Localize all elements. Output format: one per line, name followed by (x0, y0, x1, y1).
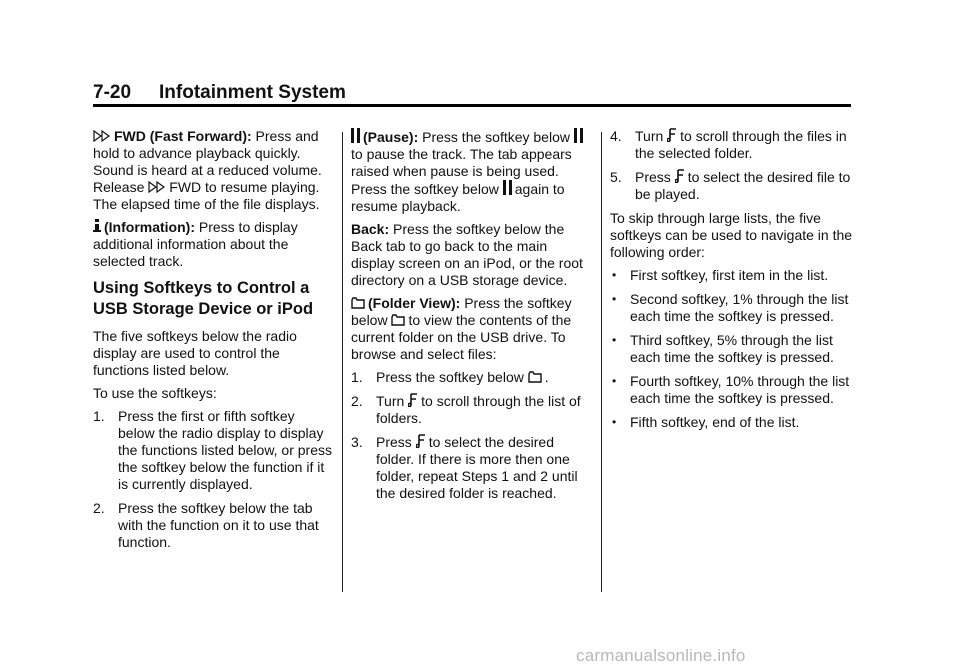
folder-icon (351, 295, 365, 312)
step-item (351, 393, 591, 427)
list-item (610, 414, 855, 431)
intro-text: The five softkeys below the radio display are used to control the functions listed below. (93, 328, 297, 378)
bullet-icon: • (612, 268, 617, 282)
pause-text-3: again to resume playback. (351, 181, 565, 214)
watermark: carmanualsonline.info (576, 646, 746, 665)
info-text: Press to display additional information about the selected track. (93, 219, 298, 269)
fwd-paragraph (93, 128, 333, 213)
page-title: Infotainment System (159, 82, 346, 103)
back-text: Press the softkey below the Back tab to go back to the main display screen on an iPod, or the root directory on a USB storage device. (351, 221, 583, 288)
tune-knob-icon (408, 393, 418, 410)
page-header (93, 80, 851, 104)
list-item-text: Fourth softkey, 10% through the list each time the softkey is pressed. (630, 373, 850, 406)
step-text-end: to scroll through the files in the selected folder. (635, 128, 847, 161)
back-label: Back: (351, 221, 390, 237)
pause-icon (574, 128, 583, 146)
step-item (351, 369, 591, 386)
column-1 (93, 128, 333, 558)
step-number: 2. (351, 393, 363, 409)
step-item (351, 434, 591, 502)
step-item (610, 128, 855, 162)
fwd-text-2: FWD to resume playing. The elapsed time of the file displays. (93, 179, 320, 212)
folder-text-1: Press the softkey below (351, 295, 572, 328)
folder-text-2: to view the contents of the current folder on the USB drive. To browse and select files: (351, 312, 572, 362)
step-text-end: . (544, 369, 549, 385)
step-number: 1. (93, 408, 105, 424)
bullet-icon: • (612, 415, 617, 429)
fwd-text-1: Press and hold to advance playback quickly. Sound is heard at a reduced volume. Release (93, 128, 322, 195)
back-paragraph (351, 221, 591, 289)
step-text: Turn (635, 128, 664, 144)
tune-knob-icon (416, 434, 426, 451)
step-number: 5. (610, 169, 622, 185)
to-use-text: To use the softkeys: (93, 385, 217, 401)
folder-icon (528, 369, 542, 386)
list-item-text: First softkey, first item in the list. (630, 267, 829, 283)
section-heading: Using Softkeys to Control a USB Storage Device or iPod (93, 279, 314, 318)
folder-icon (391, 312, 405, 329)
info-paragraph (93, 219, 333, 270)
pause-icon (503, 180, 512, 198)
column-divider (342, 132, 343, 592)
step-text: Press the softkey below the tab with the function on it to use that function. (118, 500, 319, 550)
list-item (610, 373, 855, 407)
list-item (610, 332, 855, 366)
step-number: 2. (93, 500, 105, 516)
column-2 (351, 128, 591, 509)
list-item-text: Fifth softkey, end of the list. (630, 414, 800, 430)
step-text: Press (635, 169, 671, 185)
list-item (610, 267, 855, 284)
pause-paragraph (351, 128, 591, 215)
pause-icon (351, 128, 360, 146)
pause-text-1: Press the softkey below (422, 129, 570, 145)
info-icon (93, 219, 101, 236)
step-text-end: to scroll through the list of folders. (376, 393, 581, 426)
bullet-icon: • (612, 292, 617, 306)
tune-knob-icon (667, 128, 677, 145)
fast-forward-icon (148, 179, 166, 196)
step-text: Turn (376, 393, 405, 409)
step-text: Press the softkey below (376, 369, 524, 385)
step-number: 1. (351, 369, 363, 385)
info-label: (Information): (104, 219, 195, 235)
pause-text-2: to pause the track. The tab appears raised when pause is being used. Press the softkey below (351, 146, 572, 197)
step-item (93, 500, 333, 551)
fwd-label: FWD (Fast Forward): (114, 128, 252, 144)
folder-paragraph (351, 295, 591, 363)
step-text-end: to select the desired file to be played. (635, 169, 851, 202)
list-item-text: Third softkey, 5% through the list each time the softkey is pressed. (630, 332, 834, 365)
step-number: 3. (351, 434, 363, 450)
step-item (93, 408, 333, 493)
page-number: 7-20 (93, 82, 132, 103)
step-text: Press the first or fifth softkey below the radio display to display the functions listed below, or press the softkey below the function if it is currently displayed. (118, 408, 333, 492)
step-number: 4. (610, 128, 622, 144)
step-text-end: to select the desired folder. If there is more then one folder, repeat Steps 1 and 2 until the desired folder is reached. (376, 434, 578, 501)
column-divider (601, 132, 602, 592)
tune-knob-icon (675, 169, 685, 186)
bullet-icon: • (612, 374, 617, 388)
column-3 (610, 128, 855, 438)
bullet-icon: • (612, 333, 617, 347)
pause-label: (Pause): (363, 129, 419, 145)
list-item-text: Second softkey, 1% through the list each time the softkey is pressed. (630, 291, 849, 324)
folder-label: (Folder View): (368, 295, 461, 311)
step-text: Press (376, 434, 412, 450)
skip-intro: To skip through large lists, the five softkeys can be used to navigate in the following order: (610, 210, 853, 260)
step-item (610, 169, 855, 203)
header-rule (93, 104, 851, 107)
list-item (610, 291, 855, 325)
fast-forward-icon (93, 128, 111, 145)
